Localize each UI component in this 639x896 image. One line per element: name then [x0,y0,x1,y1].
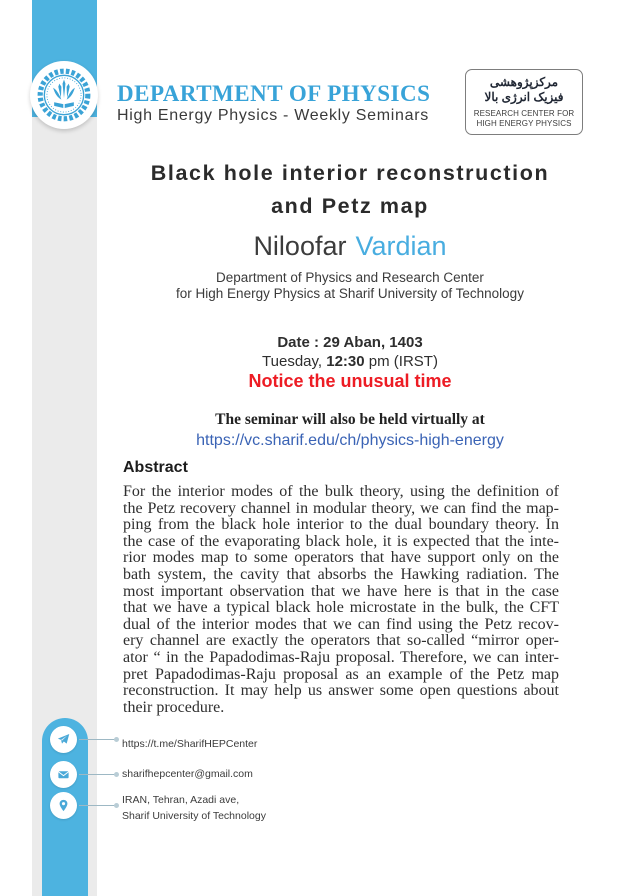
location-pin-icon [50,792,77,819]
abstract-line: pret Papadodimas-Raju proposal as an example of the Petz map [123,665,559,683]
virtual-meeting-link[interactable]: https://vc.sharif.edu/ch/physics-high-energy [196,432,504,449]
research-center-persian-line2: فیزیک انرژی بالا [484,90,564,104]
abstract-line: ator “ in the Papadodimas-Raju proposal. Therefore, we can inter- [123,648,559,666]
research-center-persian-line1: مرکزپژوهشی [489,75,559,89]
date-block [60,334,639,391]
research-center-english-line2: HIGH ENERGY PHYSICS [476,118,572,128]
abstract-line: that we have a typical black hole microstate in the bulk, the CFT [123,599,559,617]
speaker-last-name: Vardian [355,231,447,261]
sharif-university-logo [30,61,98,129]
sharif-emblem-icon [35,66,93,124]
telegram-connector-line [79,739,117,740]
virtual-text: The seminar will also be held virtually at [215,411,485,428]
telegram-link[interactable]: https://t.me/SharifHEPCenter [122,738,258,750]
abstract-line: the case of the evaporating black hole, it is expected that the inte- [123,532,559,550]
seminar-title-line2: and Petz map [271,194,429,218]
seminar-title [60,157,639,223]
seminar-series-subtitle: High Energy Physics - Weekly Seminars [117,107,429,124]
seminar-time [60,353,639,372]
seminar-time-value: 12:30 [326,352,365,370]
email-icon[interactable] [50,761,77,788]
speaker-name [60,231,639,262]
seminar-date: Date : 29 Aban, 1403 [277,334,423,351]
address-line1: IRAN, Tehran, Azadi ave, [122,794,240,806]
abstract-line: ery channel are exactly the operators that so-called “mirror oper- [123,632,559,650]
seminar-time-suffix: pm (IRST) [364,352,438,370]
affiliation-line2: for High Energy Physics at Sharif University of Technology [176,285,524,301]
abstract-line: their procedure. [123,698,225,716]
abstract-text [123,484,559,716]
affiliation-line1: Department of Physics and Research Center [216,270,484,285]
address-text [122,793,266,824]
address-connector-line [79,805,117,806]
address-line2: Sharif University of Technology [122,809,266,822]
abstract-line: bath system, the cavity that absorbs the Hawking radiation. The [123,565,559,583]
email-link[interactable]: sharifhepcenter@gmail.com [122,768,253,780]
abstract-line: For the interior modes of the bulk theory, using the definition of [123,483,559,500]
abstract-line: rior modes map to some operators that have support only on the [123,549,559,567]
department-title: DEPARTMENT OF PHYSICS [117,81,431,106]
abstract-line: ping from the black hole interior to the dual boundary theory. In [123,516,559,534]
abstract-line: most important observation that we have here is that in the case [123,582,559,600]
speaker-first-name: Niloofar [253,231,347,261]
abstract-heading: Abstract [123,459,188,476]
telegram-icon[interactable] [50,726,77,753]
abstract-line: dual of the interior modes that we can find using the Petz recov- [123,615,559,633]
research-center-english-line1: RESEARCH CENTER FOR [473,109,575,118]
abstract-line: the Petz recovery channel in modular theory, we can find the map- [123,499,559,517]
research-center-box [465,69,583,135]
email-connector-line [79,774,117,775]
abstract-line: reconstruction. It may help us answer some open questions about [123,682,559,700]
speaker-affiliation [60,270,639,301]
seminar-day: Tuesday, [262,352,327,370]
seminar-title-line1: Black hole interior reconstruction [150,161,550,185]
virtual-info [60,411,639,450]
unusual-time-notice: Notice the unusual time [248,371,452,391]
